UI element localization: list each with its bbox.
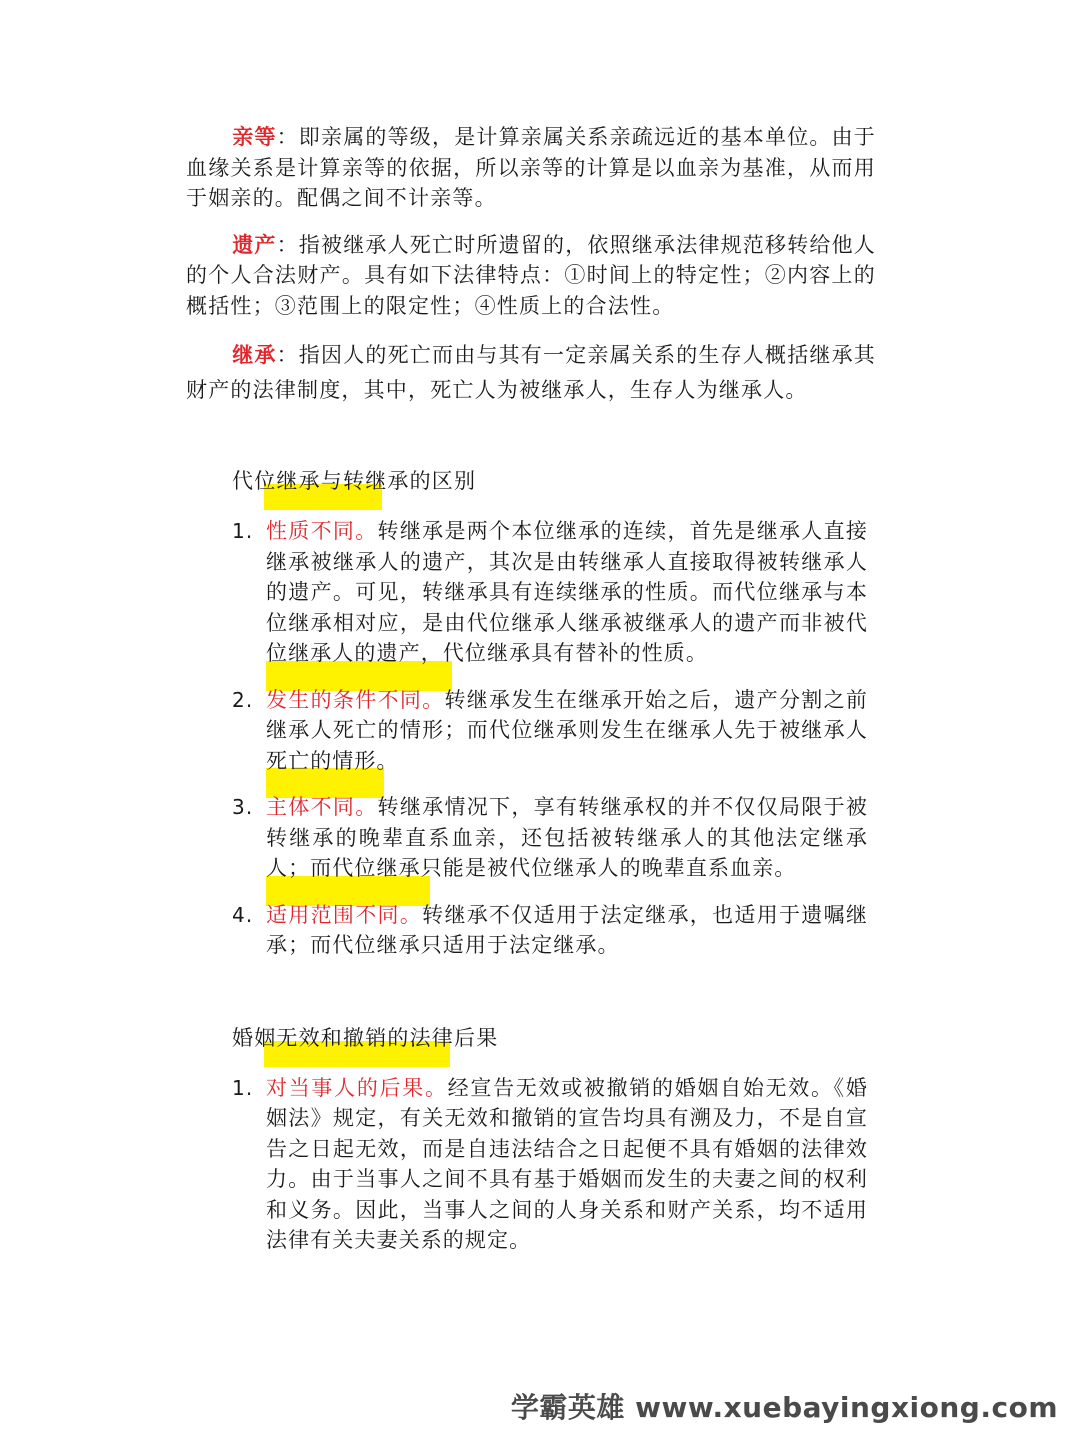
list-item (232, 685, 868, 777)
definition-paragraph (186, 230, 876, 322)
definition-text: ：指被继承人死亡时所遗留的，依照继承法律规范移转给他人的个人合法财产。具有如下法律特点：①时间上的特定性；②内容上的概括性；③范围上的限定性；④性质上的合法性。 (186, 232, 876, 318)
section-title (232, 1023, 498, 1053)
difference-list (232, 516, 876, 961)
item-label: 性质不同。 (266, 519, 378, 543)
item-number: 1. (232, 519, 254, 543)
highlight-mark (266, 876, 430, 906)
definition-paragraph (186, 337, 876, 408)
highlight-mark (266, 661, 452, 691)
list-item (232, 516, 868, 669)
item-number: 4. (232, 902, 254, 927)
item-text: 转继承是两个本位继承的连续，首先是继承人直接继承被继承人的遗产，其次是由转继承人直接取得被转继承人的遗产。可见，转继承具有连续继承的性质。而代位继承与本位继承相对应，是由代位继承人继承被继承人的遗产而非被代位继承人的遗产，代位继承具有替补的性质。 (266, 519, 869, 665)
watermark: 学霸英雄 www.xuebayingxiong.com (510, 1391, 1058, 1424)
item-text: 转继承发生在继承开始之后，遗产分割之前继承人死亡的情形；而代位继承则发生在继承人先于被继承人死亡的情形。 (266, 687, 868, 773)
definition-term: 继承 (232, 342, 277, 367)
item-label: 发生的条件不同。 (266, 687, 445, 712)
item-label: 适用范围不同。 (266, 902, 423, 927)
section-title-text: 代位继承与转继承的区别 (232, 469, 477, 493)
item-text: 转继承不仅适用于法定继承，也适用于遗嘱继承；而代位继承只适用于法定继承。 (266, 902, 869, 957)
consequence-list (232, 1073, 876, 1256)
list-item (232, 1073, 868, 1256)
item-text: 转继承情况下，享有转继承权的并不仅仅局限于被转继承的晚辈直系血亲，还包括被转继承人的其他法定继承人；而代位继承只能是被代位继承人的晚辈直系血亲。 (266, 795, 869, 880)
definition-text: ：即亲属的等级，是计算亲属关系亲疏远近的基本单位。由于血缘关系是计算亲等的依据，所以亲等的计算是以血亲为基准，从而用于姻亲的。配偶之间不计亲等。 (186, 125, 876, 210)
item-label: 对当事人的后果。 (266, 1075, 448, 1100)
section-title-text: 婚姻无效和撤销的法律后果 (232, 1025, 499, 1050)
item-number: 2. (232, 687, 254, 712)
list-item (232, 792, 868, 884)
item-label: 主体不同。 (266, 795, 378, 819)
item-text: 经宣告无效或被撤销的婚姻自始无效。《婚姻法》规定，有关无效和撤销的宣告均具有溯及力，不是自宣告之日起无效，而是自违法结合之日起便不具有婚姻的法律效力。由于当事人之间不具有基于婚姻而发生的夫妻之间的权利和义务。因此，当事人之间的人身关系和财产关系，均不适用法律有关夫妻关系的规定。 (266, 1075, 868, 1252)
section-marriage-invalidity (232, 1023, 876, 1256)
item-number: 1. (232, 1075, 254, 1100)
item-number: 3. (232, 795, 254, 819)
definition-term: 亲等 (232, 124, 277, 149)
definition-text: ：指因人的死亡而由与其有一定亲属关系的生存人概括继承其财产的法律制度，其中，死亡人为被继承人，生存人为继承人。 (186, 343, 876, 402)
section-title (232, 466, 476, 496)
definition-paragraph (186, 122, 876, 214)
definition-term: 遗产 (232, 231, 277, 257)
document-body (186, 122, 876, 1272)
section-substitution-vs-transfer (232, 466, 876, 961)
list-item (232, 900, 868, 961)
